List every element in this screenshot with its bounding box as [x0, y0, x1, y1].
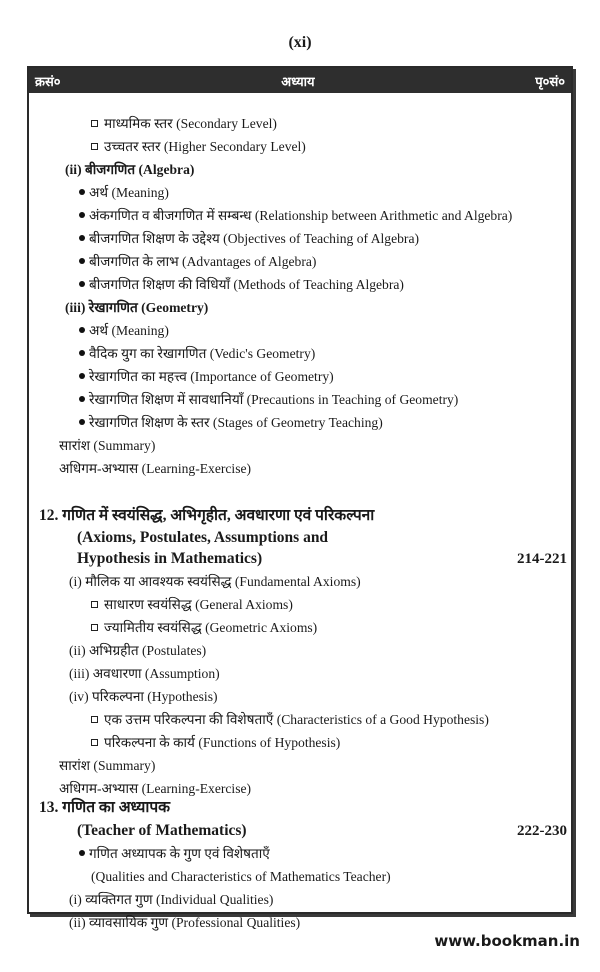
- toc-entry: [69, 665, 220, 683]
- toc-entry-text: साधारण स्वयंसिद्ध (General Axioms): [104, 597, 293, 612]
- toc-entry-text: (Qualities and Characteristics of Mathematics Teacher): [91, 869, 391, 884]
- toc-entry-text: रेखागणित शिक्षण में सावधानियाँ (Precautions in Teaching of Geometry): [89, 392, 459, 407]
- chapter-subtitle: (Teacher of Mathematics): [77, 822, 247, 839]
- toc-entry: [69, 914, 300, 932]
- chapter-subtitle: Hypothesis in Mathematics): [77, 550, 263, 567]
- toc-entry-text: (ii) व्यावसायिक गुण (Professional Qualities): [69, 915, 301, 930]
- toc-entry: [79, 322, 169, 340]
- toc-entry: [59, 437, 155, 455]
- toc-entry-text: अर्थ (Meaning): [89, 185, 169, 200]
- bullet-icon: [79, 350, 85, 356]
- toc-entry-text: रेखागणित का महत्त्व (Importance of Geometry): [89, 369, 334, 384]
- toc-entry: [65, 299, 208, 317]
- toc-entry: [79, 845, 270, 863]
- bullet-icon: [79, 281, 85, 287]
- toc-entry-text: बीजगणित शिक्षण के उद्देश्य (Objectives of Teaching of Algebra): [89, 231, 420, 246]
- chapter-pages: 214-221: [517, 551, 567, 567]
- toc-entry: [79, 368, 334, 386]
- toc-entry: [91, 596, 293, 614]
- toc-entry: [91, 138, 306, 156]
- toc-entry-text: रेखागणित शिक्षण के स्तर (Stages of Geometry Teaching): [89, 415, 383, 430]
- toc-entry: [79, 230, 419, 248]
- header-page: पृ०सं०: [535, 74, 565, 90]
- toc-entry: [79, 276, 404, 294]
- toc-entry-text: (iii) अवधारणा (Assumption): [69, 666, 220, 681]
- toc-entry: [79, 391, 458, 409]
- toc-entry-text: अधिगम-अभ्यास (Learning-Exercise): [59, 781, 252, 796]
- chapter-pages: 222-230: [517, 823, 567, 839]
- toc-entry: [91, 115, 277, 133]
- square-bullet-icon: [91, 143, 98, 150]
- toc-entry: [69, 642, 206, 660]
- toc-entry-text: बीजगणित के लाभ (Advantages of Algebra): [89, 254, 317, 269]
- chapter-title: 13. गणित का अध्यापक: [39, 799, 171, 816]
- toc-entry-text: अंकगणित व बीजगणित में सम्बन्ध (Relationship between Arithmetic and Algebra): [89, 208, 513, 223]
- chapter-title: 12. गणित में स्वयंसिद्ध, अभिगृहीत, अवधारणा एवं परिकल्पना: [39, 507, 375, 524]
- toc-entry: [79, 184, 169, 202]
- square-bullet-icon: [91, 739, 98, 746]
- toc-entry: [59, 780, 251, 798]
- toc-entry-text: (ii) अभिग्रहीत (Postulates): [69, 643, 207, 658]
- bullet-icon: [79, 373, 85, 379]
- toc-entry-text: बीजगणित शिक्षण की विधियाँ (Methods of Teaching Algebra): [89, 277, 404, 292]
- toc-entry-text: (i) मौलिक या आवश्यक स्वयंसिद्ध (Fundamental Axioms): [69, 574, 361, 589]
- toc-entry: [91, 868, 391, 886]
- bullet-icon: [79, 419, 85, 425]
- header-serial: क्रसं०: [35, 74, 61, 90]
- toc-entry-text: (iii) रेखागणित (Geometry): [65, 300, 209, 315]
- toc-entry: [91, 711, 489, 729]
- square-bullet-icon: [91, 716, 98, 723]
- toc-entry: [69, 891, 273, 909]
- toc-entry: [91, 619, 317, 637]
- toc-frame: [27, 66, 573, 930]
- bullet-icon: [79, 235, 85, 241]
- toc-entry-text: उच्चतर स्तर (Higher Secondary Level): [104, 139, 306, 154]
- bullet-icon: [79, 258, 85, 264]
- toc-entry-text: परिकल्पना के कार्य (Functions of Hypothesis): [104, 735, 341, 750]
- toc-entry-text: अर्थ (Meaning): [89, 323, 169, 338]
- toc-entry-text: सारांश (Summary): [59, 438, 156, 453]
- toc-entry-text: गणित अध्यापक के गुण एवं विशेषताएँ: [89, 846, 270, 861]
- toc-entry: [79, 253, 316, 271]
- toc-entry-text: अधिगम-अभ्यास (Learning-Exercise): [59, 461, 252, 476]
- toc-entry: [79, 207, 512, 225]
- toc-entry-text: (iv) परिकल्पना (Hypothesis): [69, 689, 218, 704]
- bullet-icon: [79, 396, 85, 402]
- website-footer: www.bookman.in: [434, 932, 580, 950]
- toc-entry: [69, 573, 361, 591]
- toc-entry-text: वैदिक युग का रेखागणित (Vedic's Geometry): [89, 346, 316, 361]
- bullet-icon: [79, 850, 85, 856]
- toc-entry: [59, 460, 251, 478]
- page-number: (xi): [288, 34, 312, 51]
- toc-entry-text: ज्यामितीय स्वयंसिद्ध (Geometric Axioms): [104, 620, 318, 635]
- square-bullet-icon: [91, 624, 98, 631]
- toc-entry: [59, 757, 155, 775]
- toc-entry: [79, 345, 315, 363]
- toc-entry-text: (i) व्यक्तिगत गुण (Individual Qualities): [69, 892, 274, 907]
- toc-header: [29, 68, 571, 93]
- toc-entry: [79, 414, 383, 432]
- toc-entry: [69, 688, 218, 706]
- square-bullet-icon: [91, 601, 98, 608]
- square-bullet-icon: [91, 120, 98, 127]
- bullet-icon: [79, 212, 85, 218]
- toc-entry-text: माध्यमिक स्तर (Secondary Level): [104, 116, 277, 131]
- toc-entry: [65, 161, 194, 179]
- toc-entry-text: सारांश (Summary): [59, 758, 156, 773]
- toc-entry-text: (ii) बीजगणित (Algebra): [65, 162, 195, 177]
- bullet-icon: [79, 189, 85, 195]
- bullet-icon: [79, 327, 85, 333]
- toc-entry: [91, 734, 340, 752]
- toc-entry-text: एक उत्तम परिकल्पना की विशेषताएँ (Characteristics of a Good Hypothesis): [104, 712, 489, 727]
- chapter-subtitle: (Axioms, Postulates, Assumptions and: [77, 529, 329, 546]
- header-chapter: अध्याय: [281, 74, 315, 90]
